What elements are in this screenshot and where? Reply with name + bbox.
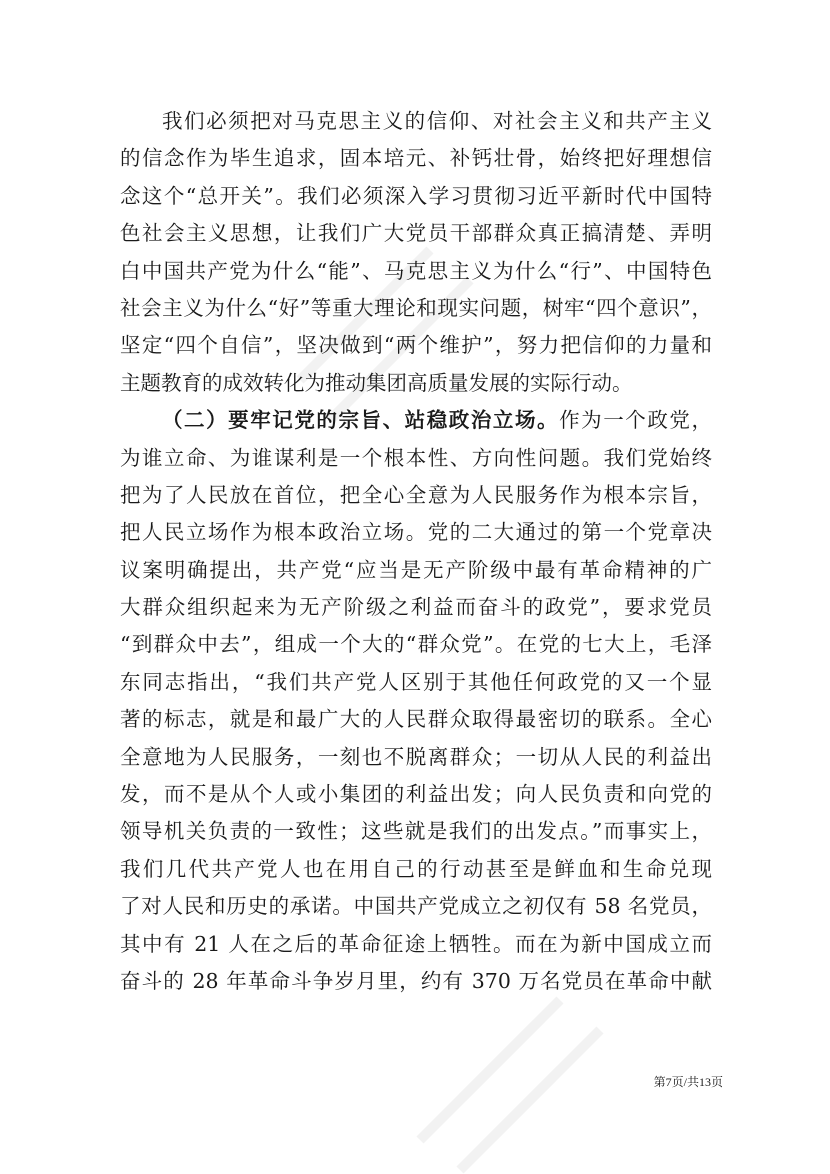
paragraph-line: 白中国共产党为什么“能”、马克思主义为什么“行”、中国特色 — [120, 258, 712, 283]
paragraph-line: 领导机关负责的一致性；这些就是我们的出发点。”而事实上， — [120, 819, 712, 844]
paragraph-line: 我们几代共产党人也在用自己的行动甚至是鲜血和生命兑现 — [120, 856, 712, 881]
paragraph-line: 的信念作为毕生追求，固本培元、补钙壮骨，始终把好理想信 — [120, 146, 712, 171]
paragraph-line: 大群众组织起来为无产阶级之利益而奋斗的政党”，要求党员 — [120, 595, 712, 620]
paragraph-line: 著的标志，就是和最广大的人民群众取得最密切的联系。全心 — [120, 707, 712, 732]
paragraph-line: 念这个“总开关”。我们必须深入学习贯彻习近平新时代中国特 — [120, 183, 712, 208]
paragraph-line: 全意地为人民服务，一刻也不脱离群众；一切从人民的利益出 — [120, 744, 712, 769]
paragraph-line: 把为了人民放在首位，把全心全意为人民服务作为根本宗旨， — [120, 482, 712, 507]
paragraph-line: 东同志指出，“我们共产党人区别于其他任何政党的又一个显 — [120, 669, 712, 694]
paragraph-line: 了对人民和历史的承诺。中国共产党成立之初仅有 58 名党员， — [120, 894, 712, 919]
paragraph-line: 其中有 21 人在之后的革命征途上牺牲。而在为新中国成立而 — [120, 931, 712, 956]
paragraph-line: 色社会主义思想，让我们广大党员干部群众真正搞清楚、弄明 — [120, 221, 712, 246]
paragraph-line: 议案明确提出，共产党“应当是无产阶级中最有革命精神的广 — [120, 557, 712, 582]
section-heading: （二）要牢记党的宗旨、站稳政治立场。 — [162, 408, 560, 433]
paragraph-line: 坚定“四个自信”，坚决做到“两个维护”，努力把信仰的力量和 — [120, 333, 712, 358]
paragraph-line: 把人民立场作为根本政治立场。党的二大通过的第一个党章决 — [120, 520, 712, 545]
paragraph-line: 主题教育的成效转化为推动集团高质量发展的实际行动。 — [120, 370, 633, 395]
paragraph-line: 社会主义为什么“好”等重大理论和现实问题，树牢“四个意识”， — [120, 295, 712, 320]
section-heading-line — [120, 402, 712, 439]
heading-continuation: 作为一个政党， — [559, 408, 712, 433]
paragraph-line: 发，而不是从个人或小集团的利益出发；向人民负责和向党的 — [120, 782, 712, 807]
paragraph-line: 为谁立命、为谁谋利是一个根本性、方向性问题。我们党始终 — [120, 445, 712, 470]
paragraph-line: 奋斗的 28 年革命斗争岁月里，约有 370 万名党员在革命中献 — [120, 968, 712, 993]
paragraph-line: “到群众中去”，组成一个大的“群众党”。在党的七大上，毛泽 — [120, 632, 712, 657]
document-body — [120, 103, 712, 1000]
page-number: 第7页/共13页 — [653, 1075, 723, 1089]
paragraph-line: 我们必须把对马克思主义的信仰、对社会主义和共产主义 — [162, 109, 712, 133]
